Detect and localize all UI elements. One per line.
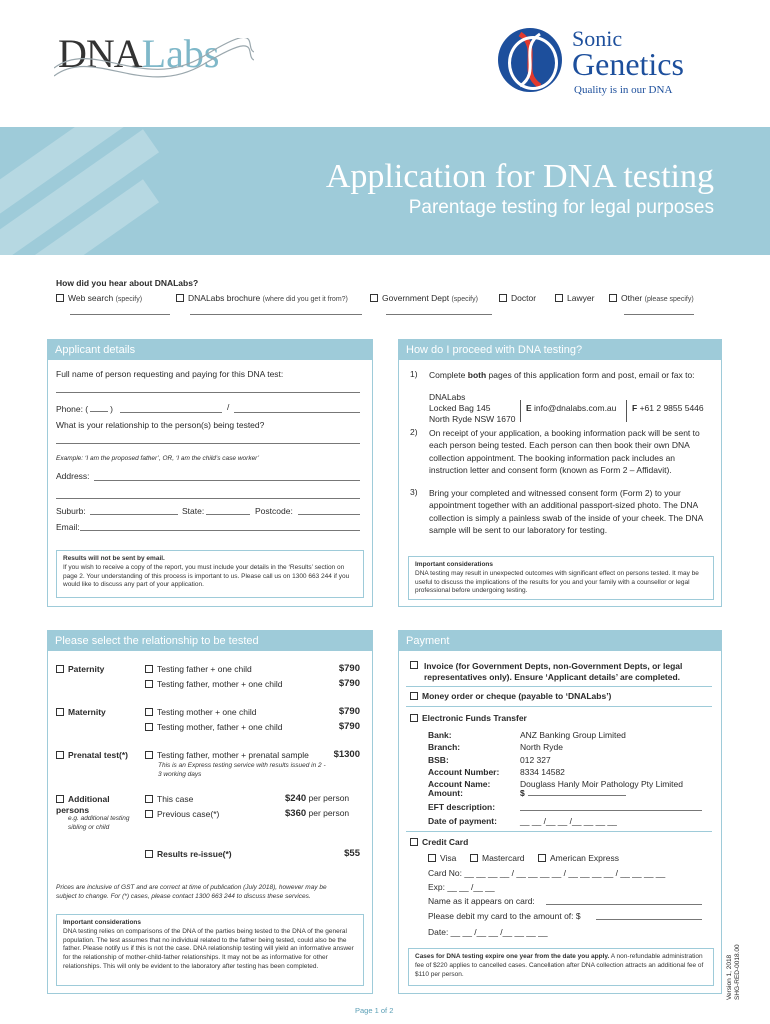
option-label: Lawyer bbox=[567, 293, 595, 303]
expiry-notice bbox=[408, 948, 714, 986]
step3-number: 3) bbox=[410, 487, 418, 497]
sonic-tagline: Quality is in our DNA bbox=[574, 84, 673, 96]
option-label: Maternity bbox=[68, 707, 106, 717]
price-paternity-2: $790 bbox=[338, 678, 360, 689]
payment-heading: Payment bbox=[399, 631, 721, 651]
step2-number: 2) bbox=[410, 427, 418, 437]
option-hint: (where did you get it from?) bbox=[262, 296, 348, 303]
hear-option-doctor[interactable] bbox=[499, 293, 536, 303]
amex-option[interactable] bbox=[538, 853, 619, 863]
state-field[interactable] bbox=[206, 514, 250, 515]
price-maternity-1: $790 bbox=[338, 706, 360, 717]
results-notice-title: Results will not be sent by email. bbox=[63, 555, 165, 562]
hear-option-web[interactable] bbox=[56, 293, 142, 303]
checkbox[interactable] bbox=[538, 854, 546, 862]
phone-slash: / bbox=[227, 402, 230, 412]
checkbox[interactable] bbox=[410, 692, 418, 700]
results-notice bbox=[56, 550, 364, 598]
checkbox[interactable] bbox=[56, 708, 64, 716]
price-reissue: $55 bbox=[344, 848, 360, 859]
divider bbox=[406, 706, 712, 707]
phone-open: Phone: ( bbox=[56, 404, 89, 414]
web-search-field[interactable] bbox=[70, 314, 170, 315]
branch-label: Branch: bbox=[428, 742, 461, 753]
hear-option-brochure[interactable] bbox=[176, 293, 348, 303]
checkbox[interactable] bbox=[410, 661, 418, 669]
option-label: Web search bbox=[68, 293, 114, 303]
step1-text: Complete both pages of this application form and post, email or fax to: bbox=[429, 370, 695, 380]
divider bbox=[406, 831, 712, 832]
account-number-label: Account Number: bbox=[428, 766, 500, 777]
relationship-field[interactable] bbox=[56, 443, 360, 444]
checkbox[interactable] bbox=[145, 810, 153, 818]
option-label: Testing father, mother + prenatal sample bbox=[157, 750, 309, 760]
checkbox[interactable] bbox=[145, 665, 153, 673]
full-name-field[interactable] bbox=[56, 392, 360, 393]
maternity-test-1[interactable] bbox=[145, 707, 256, 717]
proceed-considerations bbox=[408, 556, 714, 600]
considerations-title: Important considerations bbox=[63, 919, 142, 926]
option-label: Results re-issue(*) bbox=[157, 849, 232, 859]
page-title: Application for DNA testing bbox=[325, 158, 714, 195]
hear-option-govt[interactable] bbox=[370, 293, 478, 303]
account-name-label: Account Name: bbox=[428, 779, 491, 790]
option-label: Testing mother + one child bbox=[157, 707, 257, 717]
debit-amount-field[interactable] bbox=[596, 919, 702, 920]
option-label: Electronic Funds Transfer bbox=[422, 713, 527, 723]
checkbox[interactable] bbox=[370, 294, 378, 302]
email-label: Email: bbox=[56, 522, 80, 532]
logo-labs-text: Labs bbox=[141, 31, 220, 76]
credit-card-option[interactable] bbox=[410, 837, 468, 847]
paternity-option[interactable] bbox=[56, 664, 104, 674]
version-text: Version 1, 2018 bbox=[726, 954, 733, 1000]
hear-about-question: How did you hear about DNALabs? bbox=[56, 278, 199, 288]
divider bbox=[520, 400, 521, 422]
addr-line: Locked Bag 145 bbox=[429, 403, 491, 414]
visa-option[interactable] bbox=[428, 853, 456, 863]
price-additional-1: $240 per person bbox=[285, 793, 350, 804]
amount-label: Amount: bbox=[428, 788, 463, 798]
checkbox[interactable] bbox=[410, 714, 418, 722]
paternity-test-2[interactable] bbox=[145, 679, 282, 689]
sonic-genetics-logo bbox=[498, 28, 738, 98]
option-label: Additional persons bbox=[56, 794, 110, 816]
postcode-label: Postcode: bbox=[255, 506, 293, 516]
version-stamp bbox=[726, 944, 743, 1000]
bank-values bbox=[520, 729, 683, 791]
option-label: Mastercard bbox=[482, 853, 525, 863]
results-notice-body: If you wish to receive a copy of the report, you must include your details in the ‘Results’ section on page 2. Your understanding of this process is important to us. Please call us on 1300 663 244 if you would like to discuss any part of your application. bbox=[63, 563, 350, 589]
dnalabs-logo bbox=[58, 30, 258, 90]
option-label: Prenatal test(*) bbox=[68, 750, 128, 760]
price-maternity-2: $790 bbox=[338, 721, 360, 732]
option-label: Paternity bbox=[68, 664, 105, 674]
account-number-value: 8334 14582 bbox=[520, 766, 565, 777]
step1-number: 1) bbox=[410, 369, 418, 379]
checkbox[interactable] bbox=[145, 795, 153, 803]
proceed-heading: How do I proceed with DNA testing? bbox=[399, 340, 721, 360]
phone-field-2[interactable] bbox=[234, 412, 360, 413]
address-field[interactable] bbox=[94, 480, 360, 481]
email-field[interactable] bbox=[80, 530, 360, 531]
hear-option-lawyer[interactable] bbox=[555, 293, 594, 303]
brochure-field[interactable] bbox=[190, 314, 362, 315]
option-label: American Express bbox=[550, 853, 619, 863]
contact-fax: F +61 2 9855 5446 bbox=[632, 403, 704, 413]
checkbox[interactable] bbox=[176, 294, 184, 302]
price-additional-2: $360 per person bbox=[285, 808, 350, 819]
date-of-payment-label: Date of payment: bbox=[428, 816, 497, 826]
checkbox[interactable] bbox=[499, 294, 507, 302]
name-on-card-label: Name as it appears on card: bbox=[428, 896, 535, 906]
checkbox[interactable] bbox=[56, 665, 64, 673]
checkbox[interactable] bbox=[145, 723, 153, 731]
option-hint: (specify) bbox=[115, 296, 143, 303]
option-label: Previous case(*) bbox=[157, 809, 220, 819]
logo-dna-text: DNA bbox=[58, 31, 142, 76]
option-label: Money order or cheque (payable to ‘DNALabs’) bbox=[422, 691, 612, 701]
card-number-field[interactable]: Card No: __ __ __ __ / __ __ __ __ / __ __ __ __ / __ __ __ __ bbox=[428, 868, 666, 878]
step3-text: Bring your completed and witnessed consent form (Form 2) to your appointment together with an additional passport-sized photo. The DNA collection is simply a painless swab of the inside of your cheek. The DNA sample will be sent to our laboratory for testing. bbox=[429, 488, 703, 535]
prenatal-note: This is an Express testing service with results issued in 2 - 3 working days bbox=[158, 762, 326, 778]
checkbox[interactable] bbox=[56, 294, 64, 302]
paternity-test-1[interactable] bbox=[145, 664, 252, 674]
account-name-value: Douglass Hanly Moir Pathology Pty Limited bbox=[520, 779, 683, 790]
relationship-question: What is your relationship to the person(s) being tested? bbox=[56, 420, 265, 430]
maternity-option[interactable] bbox=[56, 707, 106, 717]
phone-field-1[interactable] bbox=[120, 412, 222, 413]
option-label: Visa bbox=[440, 853, 457, 863]
divider bbox=[406, 686, 712, 687]
helix-icon bbox=[54, 38, 254, 88]
debit-amount-label: Please debit my card to the amount of: $ bbox=[428, 911, 581, 921]
option-label: DNALabs brochure bbox=[188, 293, 261, 303]
doc-code: SHG-RED-0018.00 bbox=[734, 944, 742, 1000]
addr-line: DNALabs bbox=[429, 392, 466, 402]
option-label: Other bbox=[621, 293, 643, 303]
addr-line: North Ryde NSW 1670 bbox=[429, 414, 516, 425]
checkbox[interactable] bbox=[470, 854, 478, 862]
page-number: Page 1 of 2 bbox=[355, 1006, 394, 1015]
card-date-field[interactable]: Date: __ __ /__ __ /__ __ __ __ bbox=[428, 927, 548, 937]
relationship-example: Example: ‘I am the proposed father’, OR, ‘I am the child’s case worker’ bbox=[56, 455, 260, 462]
considerations-body: DNA testing relies on comparisons of the DNA of the parties being tested to the DNA of the general population. The test assumes that no individual related to the father being tested, could also be the father. Please notify us if this is not the case. DNA relationship testing will yield an informative answer for the relationship of mother-child-father relationships. It may not be as informative for other relationships. This will only be evident to the laboratory after testing has been completed. bbox=[63, 927, 354, 970]
page-subtitle: Parentage testing for legal purposes bbox=[408, 197, 714, 218]
bank-label: Bank: bbox=[428, 730, 452, 740]
checkbox[interactable] bbox=[555, 294, 563, 302]
address-label: Address: bbox=[56, 471, 90, 481]
option-hint: (specify) bbox=[451, 296, 478, 303]
sonic-text: Sonic bbox=[572, 26, 623, 51]
prenatal-option[interactable] bbox=[56, 750, 128, 760]
suburb-label: Suburb: bbox=[56, 506, 86, 516]
phone-close: ) bbox=[110, 404, 113, 414]
option-label: Testing father + one child bbox=[157, 664, 252, 674]
postcode-field[interactable] bbox=[298, 514, 360, 515]
applicant-heading: Applicant details bbox=[48, 340, 372, 360]
bank-labels bbox=[428, 729, 499, 791]
postal-address bbox=[429, 392, 515, 425]
genetics-text: Genetics bbox=[572, 46, 684, 82]
sonic-emblem-icon bbox=[498, 28, 562, 92]
govt-field[interactable] bbox=[386, 314, 492, 315]
bank-value: ANZ Banking Group Limited bbox=[520, 730, 626, 740]
option-label: Credit Card bbox=[422, 837, 469, 847]
checkbox[interactable] bbox=[145, 708, 153, 716]
checkbox[interactable] bbox=[145, 751, 153, 759]
eft-description-field[interactable] bbox=[520, 810, 702, 811]
reissue-option[interactable] bbox=[145, 849, 232, 859]
cheque-option[interactable] bbox=[410, 691, 611, 701]
expiry-notice-text: Cases for DNA testing expire one year from the date you apply. A non-refundable administration fee of $220 applies to cancelled cases. Cancellation after DNA collection attracts an additional fee of $110 per person. bbox=[415, 953, 704, 978]
step2-text: On receipt of your application, a booking information pack will be sent to each person being tested. Each person can then book their own DNA collection appointment. The booking information pack includes an instruction letter and consent form (known as Form 2 – Affidavit). bbox=[429, 428, 700, 475]
option-label: Doctor bbox=[511, 293, 537, 303]
state-label: State: bbox=[182, 506, 205, 516]
bsb-label: BSB: bbox=[428, 754, 449, 765]
prices-note: Prices are inclusive of GST and are correct at time of publication (July 2018), however may be subject to change. For (*) cases, please contact 1300 663 244 to discuss these services. bbox=[56, 884, 327, 900]
date-of-payment-field[interactable]: __ __ /__ __ /__ __ __ __ bbox=[520, 816, 617, 826]
considerations-title: Important considerations bbox=[415, 561, 494, 568]
amount-field[interactable] bbox=[528, 795, 626, 796]
price-paternity-1: $790 bbox=[338, 663, 360, 674]
eft-description-label: EFT description: bbox=[428, 802, 496, 812]
full-name-label: Full name of person requesting and paying for this DNA test: bbox=[56, 369, 284, 379]
checkbox[interactable] bbox=[56, 751, 64, 759]
maternity-test-2[interactable] bbox=[145, 722, 282, 732]
address-field-2[interactable] bbox=[56, 498, 360, 499]
checkbox[interactable] bbox=[609, 294, 617, 302]
considerations-body: DNA testing may result in unexpected outcomes with significant effect on persons tested. It may be useful to discuss the implications of the results for you and your family with a counsellor or legal professional before undergoing testing. bbox=[415, 569, 699, 595]
contact-email: E info@dnalabs.com.au bbox=[526, 403, 617, 413]
payment-panel bbox=[398, 630, 722, 994]
area-code-field[interactable] bbox=[90, 411, 108, 412]
hear-option-other[interactable] bbox=[609, 293, 694, 303]
other-field[interactable] bbox=[624, 314, 694, 315]
option-label: This case bbox=[157, 794, 194, 804]
expiry-field[interactable]: Exp: __ __ /__ __ bbox=[428, 882, 495, 892]
prenatal-test[interactable] bbox=[145, 750, 309, 760]
checkbox[interactable] bbox=[56, 795, 64, 803]
amount-currency: $ bbox=[520, 788, 525, 798]
option-label: Testing father, mother + one child bbox=[157, 679, 283, 689]
option-label: Government Dept bbox=[382, 293, 450, 303]
bsb-value: 012 327 bbox=[520, 754, 551, 765]
additional-option[interactable] bbox=[56, 794, 136, 816]
invoice-label: Invoice (for Government Depts, non-Government Depts, or legal representatives only). Ensure ‘Applicant details’ are completed. bbox=[424, 661, 683, 683]
checkbox[interactable] bbox=[428, 854, 436, 862]
relationship-considerations bbox=[56, 914, 364, 986]
additional-this-case[interactable] bbox=[145, 794, 193, 804]
additional-previous-case[interactable] bbox=[145, 809, 219, 819]
checkbox[interactable] bbox=[410, 838, 418, 846]
price-prenatal: $1300 bbox=[333, 749, 360, 760]
eft-option[interactable] bbox=[410, 713, 527, 723]
phone-label bbox=[56, 404, 113, 414]
checkbox[interactable] bbox=[145, 850, 153, 858]
suburb-field[interactable] bbox=[90, 514, 178, 515]
option-label: Testing mother, father + one child bbox=[157, 722, 283, 732]
checkbox[interactable] bbox=[145, 680, 153, 688]
invoice-checkbox[interactable] bbox=[410, 661, 420, 670]
mastercard-option[interactable] bbox=[470, 853, 525, 863]
name-on-card-field[interactable] bbox=[546, 904, 702, 905]
additional-example: e.g. additional testing sibling or child bbox=[68, 815, 130, 831]
branch-value: North Ryde bbox=[520, 742, 563, 753]
divider bbox=[626, 400, 627, 422]
option-hint: (please specify) bbox=[644, 296, 694, 303]
relationship-heading: Please select the relationship to be tested bbox=[48, 631, 372, 651]
